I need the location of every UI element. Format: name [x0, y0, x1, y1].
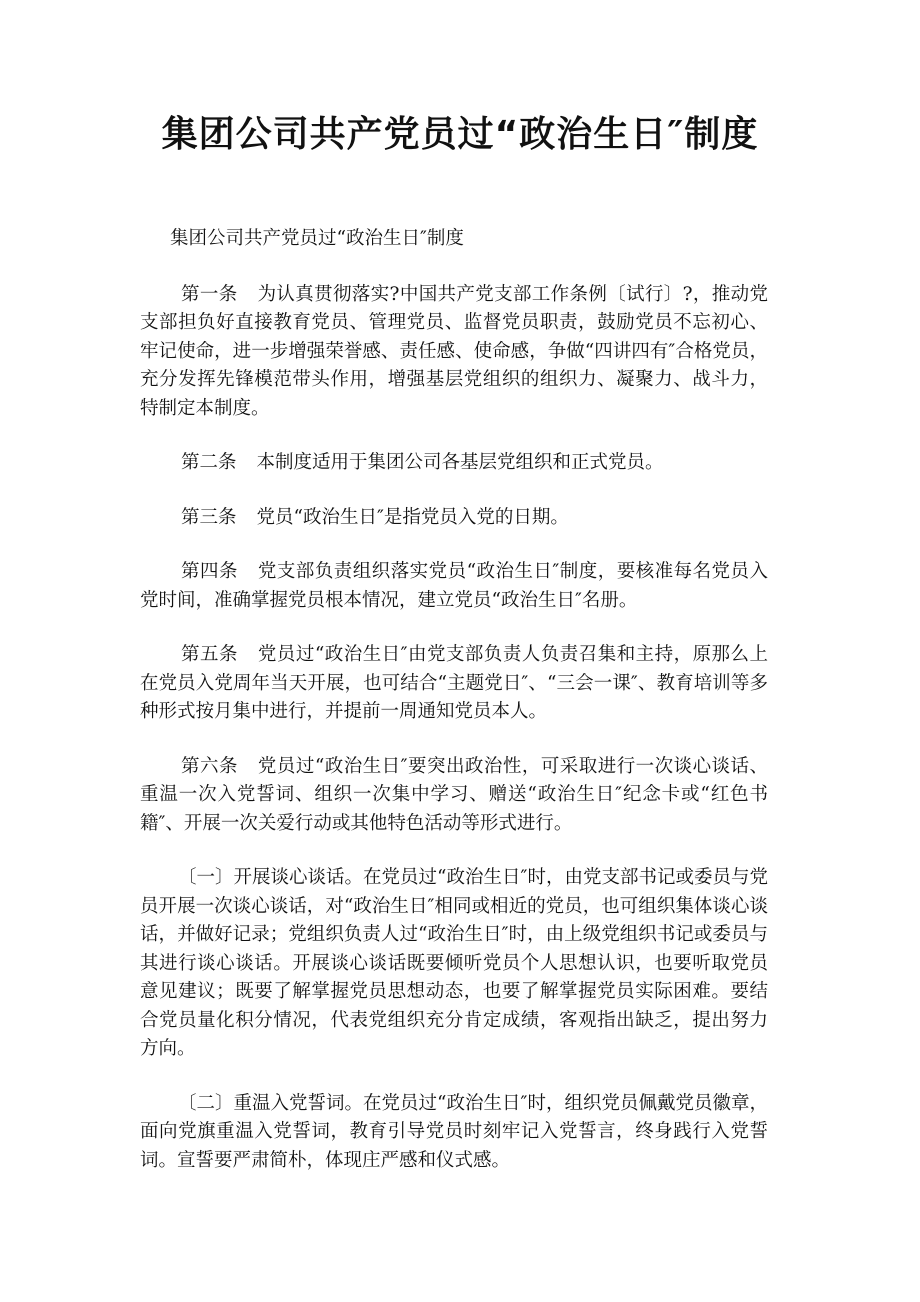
article-text: 党员过“政治生日″要突出政治性，可采取进行一次谈心谈话、重温一次入党誓词、组织一次集中学习、赠送“政治生日″纪念卡或“红色书籍″、开展一次关爱行动或其他特色活动等形式进行。: [140, 755, 768, 834]
document-body: [140, 225, 768, 1201]
article-label: 第五条: [181, 644, 238, 665]
article-label: 第一条: [181, 283, 238, 305]
article-label: 第六条: [181, 755, 238, 777]
article-1: [140, 281, 768, 424]
article-text: 为认真贯彻落实?中国共产党支部工作条例〔试行〕?，推动党支部担负好直接教育党员、管理党员、监督党员职责，鼓励党员不忘初心、牢记使命，进一步增强荣誉感、责任感、使命感，争做“四讲四有″合格党员，充分发挥先锋模范带头作用，增强基层党组织的组织力、凝聚力、战斗力，特制定本制度。: [140, 283, 768, 419]
article-text: 党员过“政治生日″由党支部负责人负责召集和主持，原那么上在党员入党周年当天开展，也可结合“主题党日″、“三会一课″、教育培训等多种形式按月集中进行，并提前一周通知党员本人。: [140, 644, 768, 722]
article-4: [140, 558, 768, 615]
article-2: [140, 449, 768, 478]
article-5: [140, 641, 768, 727]
item-2-oath: 〔二〕重温入党誓词。在党员过“政治生日″时，组织党员佩戴党员徽章，面向党旗重温入党誓词，教育引导党员时刻牢记入党誓言，终身践行入党誓词。宣誓要严肃简朴，体现庄严感和仪式感。: [140, 1092, 768, 1171]
document-title: 集团公司共产党员过“政治生日″制度: [161, 114, 759, 155]
article-label: 第三条: [181, 506, 237, 528]
article-label: 第二条: [181, 452, 237, 473]
article-text: 党支部负责组织落实党员“政治生日″制度，要核准每名党员入党时间，准确掌握党员根本情况，建立党员“政治生日″名册。: [140, 561, 768, 611]
item-1-talk: 〔一〕开展谈心谈话。在党员过“政治生日″时，由党支部书记或委员与党员开展一次谈心谈话，对“政治生日″相同或相近的党员，也可组织集体谈心谈话，并做好记录；党组织负责人过“政治生日″时，由上级党组织书记或委员与其进行谈心谈话。开展谈心谈话既要倾听党员个人思想认识，也要听取党员意见建议；既要了解掌握党员思想动态，也要了解掌握党员实际困难。要结合党员量化积分情况，代表党组织充分肯定成绩，客观指出缺乏，提出努力方向。: [140, 867, 768, 1059]
article-3: [140, 504, 768, 533]
article-text: 党员“政治生日″是指党员入党的日期。: [256, 506, 569, 528]
document-subtitle: 集团公司共产党员过“政治生日″制度: [170, 228, 464, 249]
article-6: [140, 753, 768, 839]
article-label: 第四条: [181, 561, 238, 582]
article-text: 本制度适用于集团公司各基层党组织和正式党员。: [256, 452, 664, 473]
